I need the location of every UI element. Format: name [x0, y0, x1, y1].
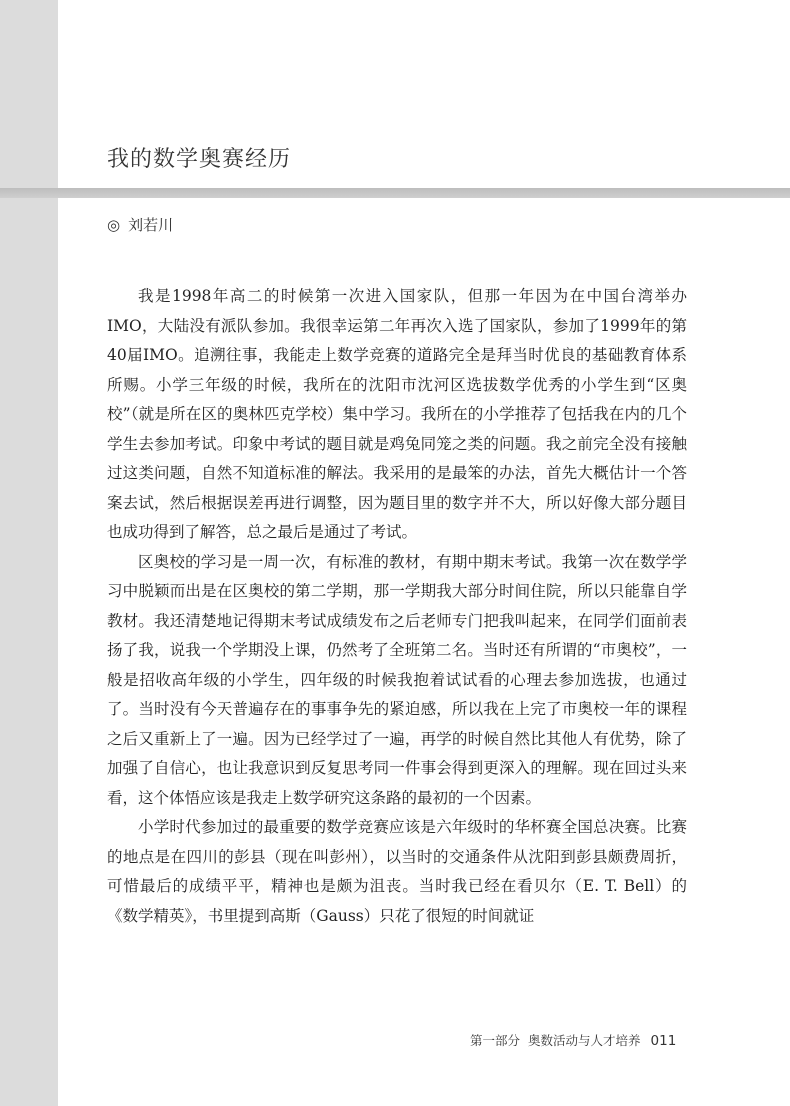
author-line [107, 214, 173, 235]
paragraph-3: 小学时代参加过的最重要的数学竞赛应该是六年级时的华杯赛全国总决赛。比赛的地点是在四川的彭县（现在叫彭州），以当时的交通条件从沈阳到彭县颇费周折，可惜最后的成绩平平，精神也是颇为沮丧。当时我已经在看贝尔（E. T. Bell）的《数学精英》，书里提到高斯（Gauss）只花了很短的时间就证 [107, 818, 687, 925]
author-name: 刘若川 [128, 216, 174, 234]
article-body [107, 282, 687, 931]
page-footer [470, 1031, 676, 1049]
title-underline-band [0, 188, 790, 198]
paragraph-1: 我是1998年高二的时候第一次进入国家队，但那一年因为在中国台湾举办IMO，大陆没有派队参加。我很幸运第二年再次入选了国家队，参加了1999年的第40届IMO。追溯往事，我能走上数学竞赛的道路完全是拜当时优良的基础教育体系所赐。小学三年级的时候，我所在的沈阳市沈河区选拔数学优秀的小学生到“区奥校”（就是所在区的奥林匹克学校）集中学习。我所在的小学推荐了包括我在内的几个学生去参加考试。印象中考试的题目就是鸡兔同笼之类的问题。我之前完全没有接触过这类问题，自然不知道标准的解法。我采用的是最笨的办法，首先大概估计一个答案去试，然后根据误差再进行调整，因为题目里的数字并不大，所以好像大部分题目也成功得到了解答，总之最后是通过了考试。 [107, 287, 687, 541]
page-number: 011 [650, 1033, 677, 1049]
author-mark: ◎ [107, 216, 121, 234]
footer-part: 第一部分 [470, 1033, 521, 1048]
page-edge-band [0, 0, 58, 1106]
chapter-title: 我的数学奥赛经历 [107, 147, 292, 172]
paragraph-2: 区奥校的学习是一周一次，有标准的教材，有期中期末考试。我第一次在数学学习中脱颖而出是在区奥校的第二学期，那一学期我大部分时间住院，所以只能靠自学教材。我还清楚地记得期末考试成绩发布之后老师专门把我叫起来，在同学们面前表扬了我，说我一个学期没上课，仍然考了全班第二名。当时还有所谓的“市奥校”，一般是招收高年级的小学生，四年级的时候我抱着试试看的心理去参加选拔，也通过了。当时没有今天普遍存在的事事争先的紧迫感，所以我在上完了市奥校一年的课程之后又重新上了一遍。因为已经学过了一遍，再学的时候自然比其他人有优势，除了加强了自信心，也让我意识到反复思考同一件事会得到更深入的理解。现在回过头来看，这个体悟应该是我走上数学研究这条路的最初的一个因素。 [107, 552, 687, 807]
footer-section: 奥数活动与人才培养 [528, 1033, 641, 1048]
